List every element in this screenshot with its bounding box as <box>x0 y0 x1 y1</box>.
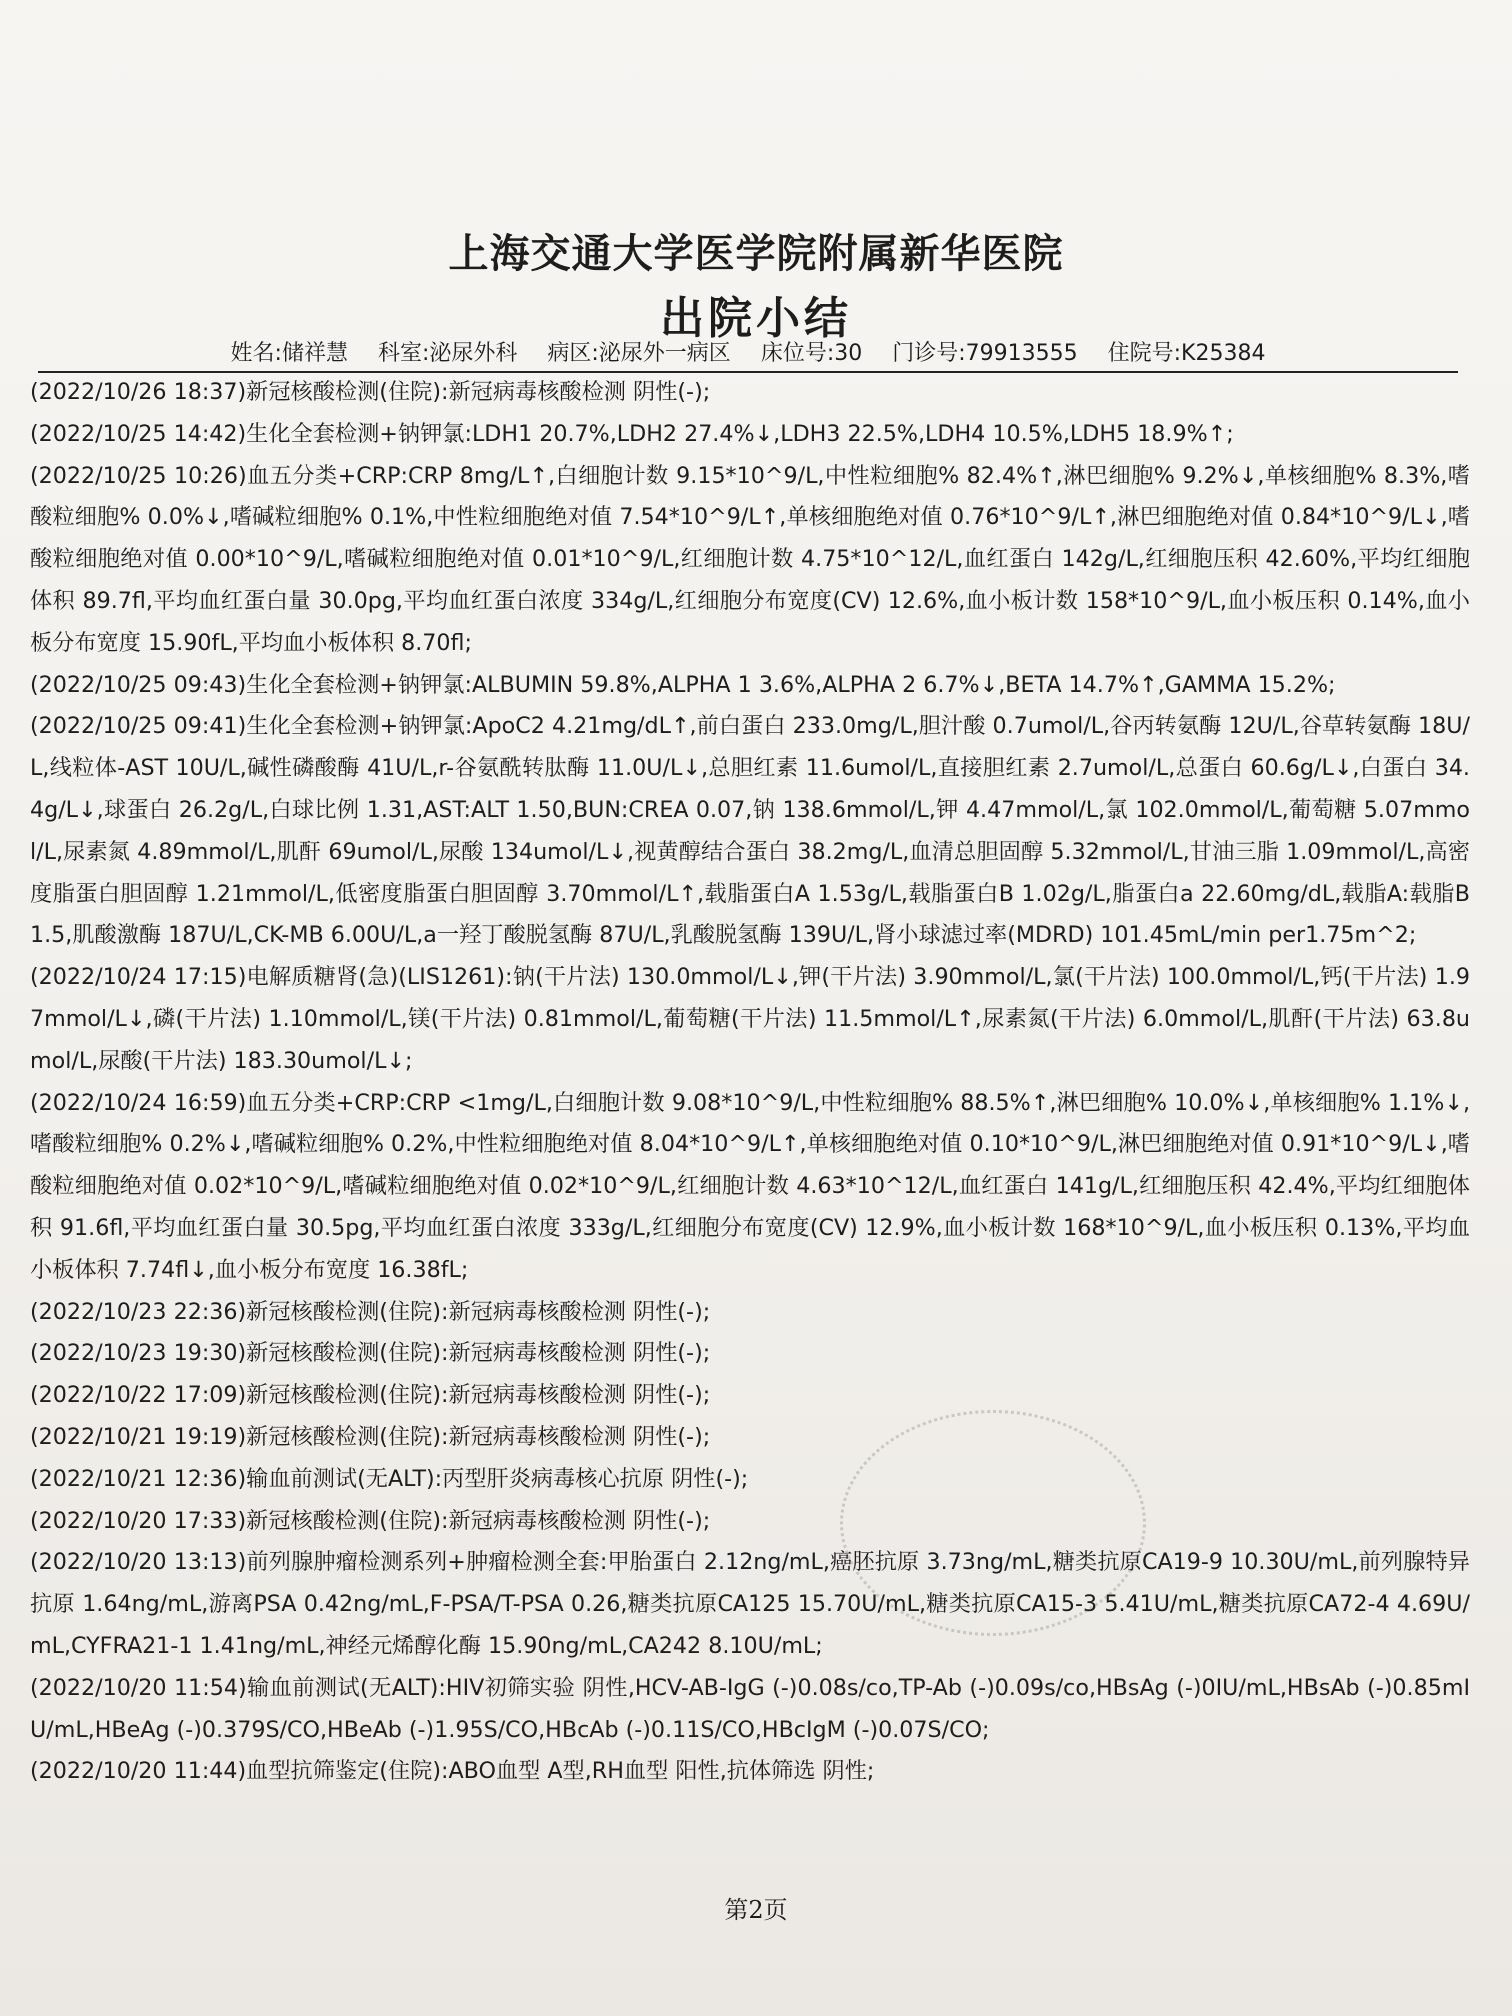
patient-inpatient-number: 住院号:K25384 <box>1107 341 1266 366</box>
lab-record: (2022/10/26 18:37)新冠核酸检测(住院):新冠病毒核酸检测 阴性(-); <box>30 379 711 405</box>
lab-record: (2022/10/25 10:26)血五分类+CRP:CRP 8mg/L↑,白细胞计数 9.15*10^9/L,中性粒细胞% 82.4%↑,淋巴细胞% 9.2%↓,单核细胞% 8.3%,嗜酸粒细胞% 0.0%↓,嗜碱粒细胞% 0.1%,中性粒细胞绝对值 7.54*10^9/L↑,单核细胞绝对值 0.76*10^9/L↑,淋巴细胞绝对值 0.84*10^9/L↓,嗜酸粒细胞绝对值 0.00*10^9/L,嗜碱粒细胞绝对值 0.01*10^9/L,红细胞计数 4.75*10^12/L,血红蛋白 142g/L,红细胞压积 42.60%,平均红细胞体积 89.7fl,平均血红蛋白量 30.0pg,平均血红蛋白浓度 334g/L,红细胞分布宽度(CV) 12.6%,血小板计数 158*10^9/L,血小板压积 0.14%,血小板分布宽度 15.90fL,平均血小板体积 8.70fl; <box>30 462 1470 656</box>
lab-record: (2022/10/20 11:54)输血前测试(无ALT):HIV初筛实验 阴性,HCV-AB-IgG (-)0.08s/co,TP-Ab (-)0.09s/co,HBsAg (-)0IU/mL,HBsAb (-)0.85mIU/mL,HBeAg (-)0.379S/CO,HBeAb (-)1.95S/CO,HBcAb (-)0.11S/CO,HBcIgM (-)0.07S/CO; <box>30 1674 1470 1743</box>
lab-record: (2022/10/24 16:59)血五分类+CRP:CRP <1mg/L,白细胞计数 9.08*10^9/L,中性粒细胞% 88.5%↑,淋巴细胞% 10.0%↓,单核细胞% 1.1%↓,嗜酸粒细胞% 0.2%↓,嗜碱粒细胞% 0.2%,中性粒细胞绝对值 8.04*10^9/L↑,单核细胞绝对值 0.10*10^9/L,淋巴细胞绝对值 0.91*10^9/L↓,嗜酸粒细胞绝对值 0.02*10^9/L,嗜碱粒细胞绝对值 0.02*10^9/L,红细胞计数 4.63*10^12/L,血红蛋白 141g/L,红细胞压积 42.4%,平均红细胞体积 91.6fl,平均血红蛋白量 30.5pg,平均血红蛋白浓度 333g/L,红细胞分布宽度(CV) 12.9%,血小板计数 168*10^9/L,血小板压积 0.13%,平均血小板体积 7.74fl↓,血小板分布宽度 16.38fL; <box>30 1089 1470 1283</box>
patient-department: 科室:泌尿外科 <box>377 341 518 366</box>
patient-ward: 病区:泌尿外一病区 <box>547 341 731 366</box>
lab-record: (2022/10/20 17:33)新冠核酸检测(住院):新冠病毒核酸检测 阴性(-); <box>30 1507 711 1534</box>
lab-record: (2022/10/20 11:44)血型抗筛鉴定(住院):ABO血型 A型,RH血型 阳性,抗体筛选 阴性; <box>30 1758 875 1785</box>
lab-record: (2022/10/24 17:15)电解质糖肾(急)(LIS1261):钠(干片法) 130.0mmol/L↓,钾(干片法) 3.90mmol/L,氯(干片法) 100.0mmol/L,钙(干片法) 1.97mmol/L↓,磷(干片法) 1.10mmol/L,镁(干片法) 0.81mmol/L,葡萄糖(干片法) 11.5mmol/L↑,尿素氮(干片法) 6.0mmol/L,肌酐(干片法) 63.8umol/L,尿酸(干片法) 183.30umol/L↓; <box>30 964 1470 1074</box>
lab-record: (2022/10/25 09:43)生化全套检测+钠钾氯:ALBUMIN 59.8%,ALPHA 1 3.6%,ALPHA 2 6.7%↓,BETA 14.7%↑,GAMMA 15.2%; <box>30 671 1336 698</box>
lab-record: (2022/10/23 19:30)新冠核酸检测(住院):新冠病毒核酸检测 阴性(-); <box>30 1340 711 1367</box>
page-number: 第2页 <box>724 1896 788 1924</box>
document-title: 出院小结 <box>660 293 852 344</box>
lab-record: (2022/10/21 12:36)输血前测试(无ALT):丙型肝炎病毒核心抗原 阴性(-); <box>30 1465 749 1492</box>
patient-outpatient-number: 门诊号:79913555 <box>892 341 1078 366</box>
lab-record: (2022/10/25 09:41)生化全套检测+钠钾氯:ApoC2 4.21mg/dL↑,前白蛋白 233.0mg/L,胆汁酸 0.7umol/L,谷丙转氨酶 12U/L,谷草转氨酶 18U/L,线粒体-AST 10U/L,碱性磷酸酶 41U/L,r-谷氨酰转肽酶 11.0U/L↓,总胆红素 11.6umol/L,直接胆红素 2.7umol/L,总蛋白 60.6g/L↓,白蛋白 34.4g/L↓,球蛋白 26.2g/L,白球比例 1.31,AST:ALT 1.50,BUN:CREA 0.07,钠 138.6mmol/L,钾 4.47mmol/L,氯 102.0mmol/L,葡萄糖 5.07mmol/L,尿素氮 4.89mmol/L,肌酐 69umol/L,尿酸 134umol/L↓,视黄醇结合蛋白 38.2mg/L,血清总胆固醇 5.32mmol/L,甘油三脂 1.09mmol/L,高密度脂蛋白胆固醇 1.21mmol/L,低密度脂蛋白胆固醇 3.70mmol/L↑,载脂蛋白A 1.53g/L,载脂蛋白B 1.02g/L,脂蛋白a 22.60mg/dL,载脂A:载脂B 1.5,肌酸激酶 187U/L,CK-MB 6.00U/L,a一羟丁酸脱氢酶 87U/L,乳酸脱氢酶 139U/L,肾小球滤过率(MDRD) 101.45mL/min per1.75m^2; <box>30 713 1470 949</box>
patient-info-bar <box>38 336 1458 373</box>
lab-record: (2022/10/25 14:42)生化全套检测+钠钾氯:LDH1 20.7%,LDH2 27.4%↓,LDH3 22.5%,LDH4 10.5%,LDH5 18.9%↑; <box>30 420 1234 447</box>
lab-records <box>30 372 1470 1793</box>
lab-record: (2022/10/20 13:13)前列腺肿瘤检测系列+肿瘤检测全套:甲胎蛋白 2.12ng/mL,癌胚抗原 3.73ng/mL,糖类抗原CA19-9 10.30U/mL,前列腺特异抗原 1.64ng/mL,游离PSA 0.42ng/mL,F-PSA/T-PSA 0.26,糖类抗原CA125 15.70U/mL,糖类抗原CA15-3 5.41U/mL,糖类抗原CA72-4 4.69U/mL,CYFRA21-1 1.41ng/mL,神经元烯醇化酶 15.90ng/mL,CA242 8.10U/mL; <box>30 1549 1470 1659</box>
hospital-name: 上海交通大学医学院附属新华医院 <box>448 230 1064 277</box>
patient-bed: 床位号:30 <box>760 341 863 366</box>
patient-name: 姓名:储祥慧 <box>230 341 348 366</box>
lab-record: (2022/10/21 19:19)新冠核酸检测(住院):新冠病毒核酸检测 阴性(-); <box>30 1423 711 1450</box>
lab-record: (2022/10/22 17:09)新冠核酸检测(住院):新冠病毒核酸检测 阴性(-); <box>30 1382 711 1409</box>
lab-record: (2022/10/23 22:36)新冠核酸检测(住院):新冠病毒核酸检测 阴性(-); <box>30 1298 711 1325</box>
